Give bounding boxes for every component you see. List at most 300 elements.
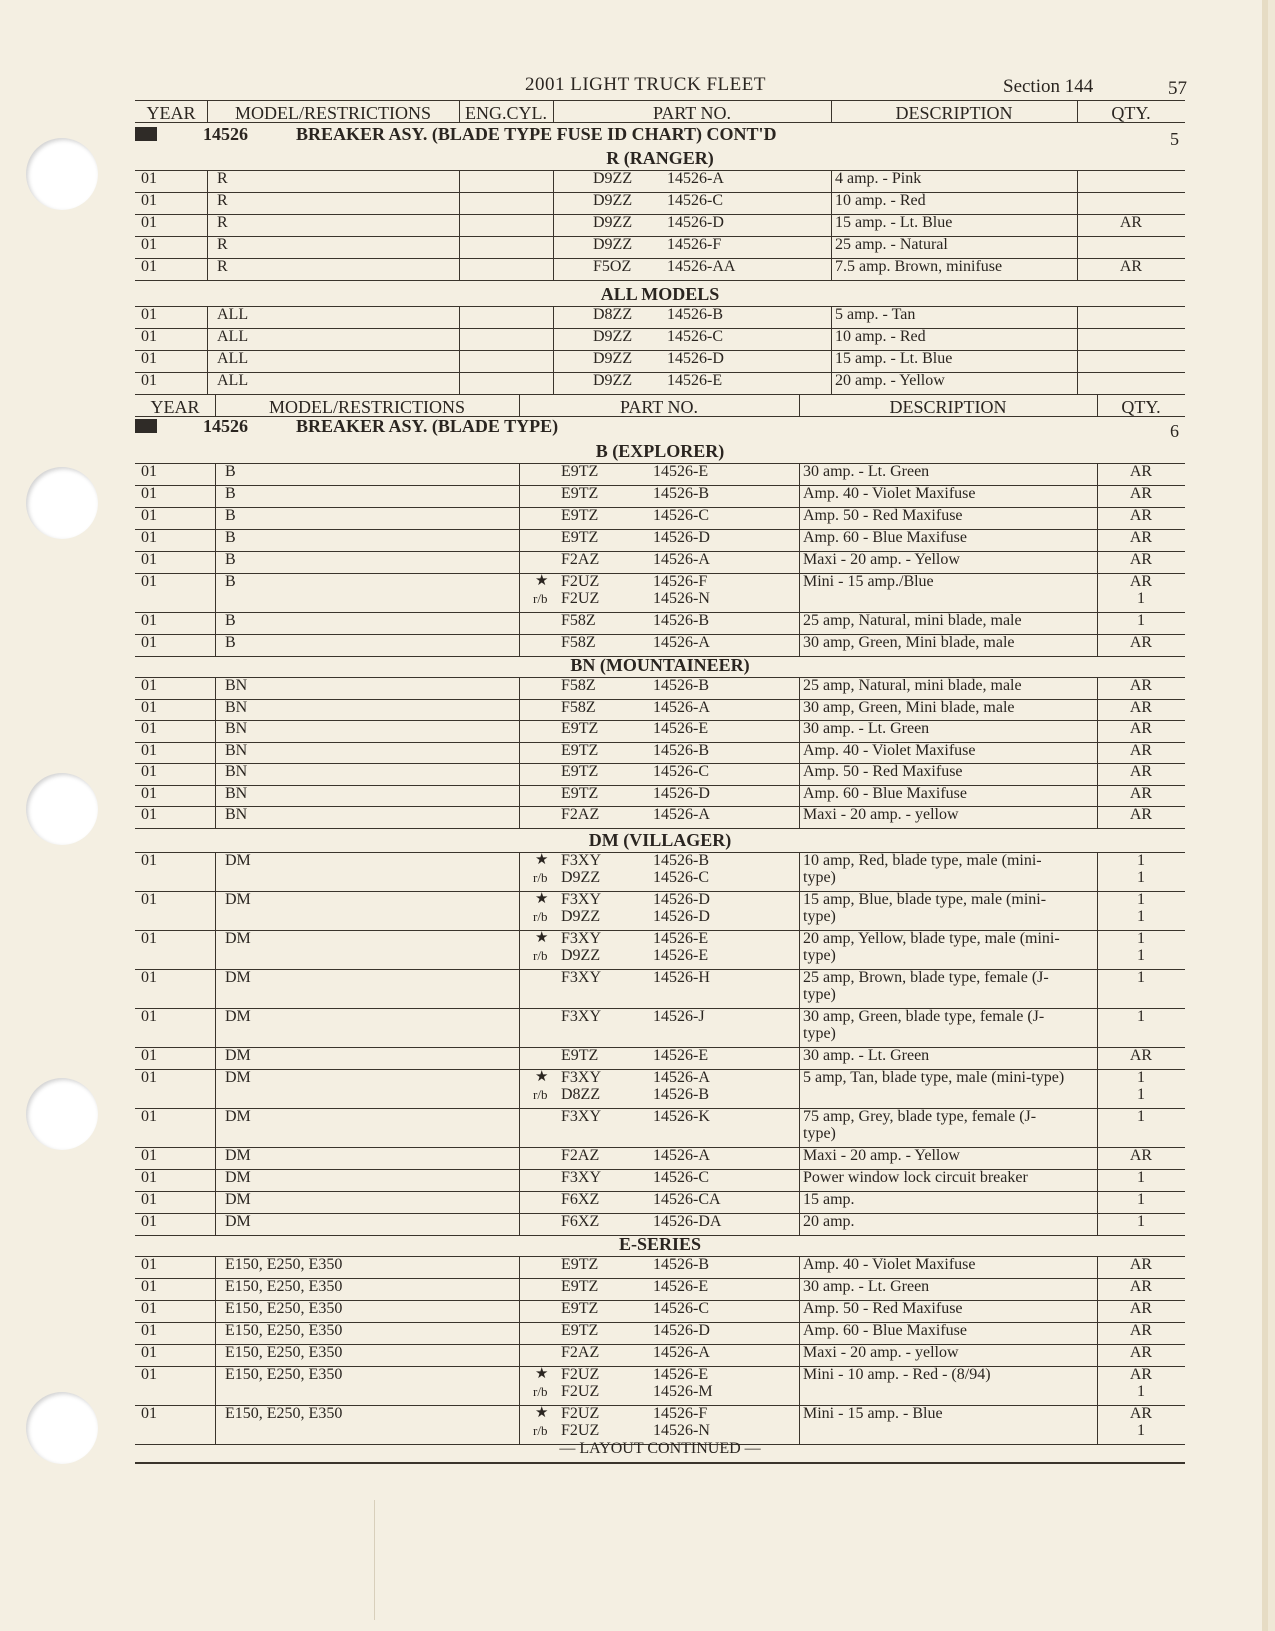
description-cell: Amp. 60 - Blue Maxifuse — [803, 529, 967, 546]
qty-cell: 1 — [1137, 590, 1145, 607]
model-cell: BN — [225, 806, 248, 823]
description-continued: type) — [803, 1125, 836, 1142]
group-marker-icon — [135, 419, 157, 433]
part-base: 14526-C — [667, 192, 723, 209]
col-divider — [459, 170, 460, 192]
group-qty: 5 — [1170, 129, 1179, 149]
col-divider — [519, 1008, 520, 1047]
part-prefix: E9TZ — [561, 507, 599, 524]
part-prefix: D9ZZ — [593, 236, 633, 253]
part-base: 14526-A — [653, 698, 710, 716]
table-row — [135, 930, 1185, 970]
col-divider — [799, 1344, 800, 1366]
part-prefix: F2AZ — [561, 806, 600, 823]
model-cell: ALL — [217, 328, 249, 345]
model-cell: DM — [225, 930, 251, 947]
description-cell: 15 amp, Blue, blade type, male (mini- — [803, 891, 1047, 908]
part-prefix: F3XY — [561, 891, 602, 908]
col-divider — [459, 328, 460, 350]
table-row — [135, 170, 1185, 193]
replaced-by-label: r/b — [533, 948, 548, 963]
col-divider — [215, 852, 216, 891]
year-cell: 01 — [141, 170, 157, 187]
col-divider — [1077, 372, 1078, 394]
qty-cell: AR — [1129, 463, 1153, 480]
col-divider — [799, 1169, 800, 1191]
model-cell: DM — [225, 1008, 251, 1025]
description-cell: 30 amp, Green, Mini blade, male — [803, 698, 1015, 716]
replaced-by-label: r/b — [533, 1087, 548, 1102]
col-divider — [831, 236, 832, 258]
description-cell: 25 amp, Natural, mini blade, male — [803, 677, 1022, 694]
col-divider — [519, 485, 520, 507]
col-divider — [799, 1069, 800, 1108]
part-base: 14526-B — [653, 1086, 709, 1103]
table-row — [135, 612, 1185, 635]
col-divider — [459, 372, 460, 394]
col-engine: ENG.CYL. — [465, 103, 547, 123]
col-divider — [519, 1366, 520, 1405]
part-prefix: D9ZZ — [561, 908, 601, 925]
col-divider — [799, 1191, 800, 1213]
part-prefix: E9TZ — [561, 463, 599, 480]
col-divider — [799, 551, 800, 573]
model-cell: E150, E250, E350 — [225, 1322, 343, 1339]
page-number: 57 — [1168, 78, 1187, 99]
model-cell: E150, E250, E350 — [225, 1278, 343, 1295]
qty-cell: 1 — [1137, 1086, 1145, 1103]
model-cell: BN — [225, 784, 248, 802]
col-divider — [215, 551, 216, 573]
part-base: 14526-A — [653, 634, 710, 651]
part-base: 14526-M — [653, 1383, 713, 1400]
description-cell: 10 amp, Red, blade type, male (mini- — [803, 852, 1042, 869]
model-cell: E150, E250, E350 — [225, 1366, 343, 1383]
col-model: MODEL/RESTRICTIONS — [234, 103, 431, 123]
part-prefix: F5OZ — [593, 258, 632, 275]
year-cell: 01 — [141, 214, 157, 231]
part-base: 14526-C — [653, 763, 709, 780]
model-cell: E150, E250, E350 — [225, 1256, 343, 1273]
part-base: 14526-N — [653, 590, 710, 607]
year-cell: 01 — [141, 784, 157, 802]
qty-cell: 1 — [1137, 1008, 1145, 1025]
part-prefix: F3XY — [561, 969, 602, 986]
col-divider — [799, 969, 800, 1008]
table-row — [135, 677, 1185, 700]
col-divider — [459, 306, 460, 328]
part-prefix: F3XY — [561, 1169, 602, 1186]
col-divider — [799, 1366, 800, 1405]
description-cell: 30 amp, Green, Mini blade, male — [803, 634, 1015, 651]
col-divider — [215, 1322, 216, 1344]
description-cell: 10 amp. - Red — [835, 328, 926, 345]
qty-cell: 1 — [1137, 852, 1145, 869]
col-divider — [519, 573, 520, 612]
qty-cell: AR — [1129, 677, 1153, 694]
qty-cell: AR — [1119, 258, 1143, 275]
description-cell: Mini - 10 amp. - Red - (8/94) — [803, 1366, 991, 1383]
table-row — [135, 1169, 1185, 1192]
col-divider — [215, 1008, 216, 1047]
col-divider — [215, 529, 216, 551]
table-row — [135, 1147, 1185, 1170]
col-divider — [553, 236, 554, 258]
model-cell: E150, E250, E350 — [225, 1344, 343, 1361]
col-divider — [207, 236, 208, 258]
model-cell: E150, E250, E350 — [225, 1300, 343, 1317]
year-cell: 01 — [141, 372, 157, 389]
part-prefix: E9TZ — [561, 741, 599, 759]
part-prefix: E9TZ — [561, 529, 599, 546]
col-divider — [215, 806, 216, 828]
col-divider — [519, 612, 520, 634]
part-base: 14526-C — [653, 1300, 709, 1317]
model-cell: B — [225, 463, 236, 480]
part-prefix: E9TZ — [561, 1300, 599, 1317]
col-description: DESCRIPTION — [895, 103, 1013, 123]
year-cell: 01 — [141, 720, 157, 737]
part-base: 14526-B — [653, 852, 709, 869]
col-divider — [215, 1108, 216, 1147]
qty-cell: AR — [1129, 1322, 1153, 1339]
part-base: 14526-F — [653, 1405, 708, 1422]
year-cell: 01 — [141, 1366, 157, 1383]
col-divider — [553, 170, 554, 192]
part-prefix: D9ZZ — [561, 947, 601, 964]
part-prefix: F6XZ — [561, 1191, 600, 1208]
qty-cell: AR — [1129, 1300, 1153, 1317]
group-title: BREAKER ASY. (BLADE TYPE FUSE ID CHART) CONT'D — [296, 124, 777, 144]
col-divider — [459, 214, 460, 236]
qty-cell: AR — [1129, 551, 1153, 568]
section-rule — [135, 1256, 1185, 1257]
qty-cell: 1 — [1137, 908, 1145, 925]
description-cell: 5 amp, Tan, blade type, male (mini-type) — [803, 1069, 1065, 1086]
description-cell: 30 amp. - Lt. Green — [803, 1047, 930, 1064]
part-prefix: D9ZZ — [593, 192, 633, 209]
part-base: 14526-D — [653, 529, 710, 546]
qty-cell: AR — [1129, 573, 1153, 590]
description-cell: 30 amp, Green, blade type, female (J- — [803, 1008, 1045, 1025]
group-number: 14526 — [203, 416, 248, 436]
section-rule — [135, 677, 1185, 678]
part-prefix: D9ZZ — [593, 350, 633, 367]
part-base: 14526-D — [653, 1322, 710, 1339]
col-divider — [799, 1047, 800, 1069]
part-base: 14526-A — [653, 1147, 710, 1164]
col-divider — [519, 785, 520, 807]
col-divider — [215, 891, 216, 930]
model-cell: R — [217, 258, 228, 275]
year-cell: 01 — [141, 192, 157, 209]
part-base: 14526-D — [653, 784, 710, 802]
part-base: 14526-K — [653, 1108, 710, 1125]
col-divider — [519, 1256, 520, 1278]
description-cell: 75 amp, Grey, blade type, female (J- — [803, 1108, 1037, 1125]
description-cell: 30 amp. - Lt. Green — [803, 1278, 930, 1295]
qty-cell: AR — [1129, 1047, 1153, 1064]
col-divider — [553, 372, 554, 394]
part-base: 14526-E — [653, 1278, 709, 1295]
description-cell: 25 amp. - Natural — [835, 236, 948, 253]
qty-cell: AR — [1129, 1344, 1153, 1361]
model-cell: DM — [225, 969, 251, 986]
table-row — [135, 1300, 1185, 1323]
col-divider — [831, 192, 832, 214]
part-base: 14526-E — [653, 947, 709, 964]
col-divider — [215, 763, 216, 785]
year-cell: 01 — [141, 1405, 157, 1422]
col-divider — [799, 677, 800, 699]
part-prefix: F2AZ — [561, 551, 600, 568]
qty-cell: AR — [1129, 763, 1153, 780]
model-cell: E150, E250, E350 — [225, 1405, 343, 1422]
model-cell: BN — [225, 698, 248, 716]
qty-cell: 1 — [1137, 969, 1145, 986]
description-cell: 5 amp. - Tan — [835, 306, 916, 323]
col-divider — [519, 1191, 520, 1213]
col-qty: QTY. — [1111, 103, 1151, 123]
table-row — [135, 1344, 1185, 1367]
col-divider — [799, 573, 800, 612]
description-cell: 7.5 amp. Brown, minifuse — [835, 258, 1003, 275]
table-row — [135, 192, 1185, 215]
part-base: 14526-B — [653, 677, 709, 694]
part-base: 14526-C — [653, 869, 709, 886]
description-cell: Maxi - 20 amp. - yellow — [803, 1344, 959, 1361]
qty-cell: AR — [1129, 698, 1153, 716]
table-row — [135, 551, 1185, 574]
year-cell: 01 — [141, 236, 157, 253]
qty-cell: 1 — [1137, 891, 1145, 908]
col-divider — [799, 742, 800, 764]
table-row — [135, 258, 1185, 281]
col-divider — [215, 699, 216, 721]
part-prefix: F3XY — [561, 1069, 602, 1086]
col-divider — [799, 699, 800, 721]
part-prefix: E9TZ — [561, 763, 599, 780]
year-cell: 01 — [141, 1213, 157, 1230]
year-cell: 01 — [141, 1322, 157, 1339]
model-cell: BN — [225, 720, 248, 737]
col-divider — [519, 1108, 520, 1147]
description-cell: 15 amp. - Lt. Blue — [835, 350, 953, 367]
part-prefix: F2UZ — [561, 590, 600, 607]
col-divider — [519, 1300, 520, 1322]
part-base: 14526-F — [653, 573, 708, 590]
col-divider — [207, 214, 208, 236]
col-divider — [799, 612, 800, 634]
section-rule — [135, 306, 1185, 307]
col-divider — [215, 507, 216, 529]
model-cell: DM — [225, 1108, 251, 1125]
table-row — [135, 1278, 1185, 1301]
part-base: 14526-F — [667, 236, 722, 253]
year-cell: 01 — [141, 350, 157, 367]
col-divider — [207, 372, 208, 394]
model-cell: DM — [225, 1069, 251, 1086]
column-header — [135, 100, 1185, 123]
col-divider — [519, 1169, 520, 1191]
part-base: 14526-AA — [667, 258, 736, 275]
replaced-by-label: r/b — [533, 591, 548, 606]
replaced-by-label: r/b — [533, 870, 548, 885]
table-row — [135, 1008, 1185, 1048]
col-divider — [799, 1147, 800, 1169]
qty-cell: AR — [1129, 1147, 1153, 1164]
col-divider — [215, 1300, 216, 1322]
col-divider — [799, 891, 800, 930]
col-divider — [831, 170, 832, 192]
model-cell: DM — [225, 1147, 251, 1164]
description-cell: 25 amp, Natural, mini blade, male — [803, 612, 1022, 629]
col-divider — [215, 785, 216, 807]
part-base: 14526-A — [667, 170, 724, 187]
col-divider — [215, 1191, 216, 1213]
model-cell: B — [225, 485, 236, 502]
qty-cell: AR — [1119, 214, 1143, 231]
section-eseries-heading: E-SERIES — [618, 1234, 702, 1254]
year-cell: 01 — [141, 1344, 157, 1361]
table-row — [135, 485, 1185, 508]
column-header — [135, 394, 1185, 417]
group-number: 14526 — [203, 124, 248, 144]
binder-hole — [26, 773, 98, 845]
star-icon: ★ — [535, 891, 549, 907]
col-divider — [215, 677, 216, 699]
col-divider — [215, 1147, 216, 1169]
replaced-by-label: r/b — [533, 909, 548, 924]
qty-cell: AR — [1129, 1366, 1153, 1383]
col-divider — [519, 677, 520, 699]
section-allmodels-heading: ALL MODELS — [600, 284, 720, 304]
col-divider — [799, 785, 800, 807]
qty-cell: 1 — [1137, 1169, 1145, 1186]
qty-cell: AR — [1129, 507, 1153, 524]
paper-crease — [374, 1500, 375, 1620]
col-part: PART NO. — [653, 103, 731, 123]
col-divider — [207, 306, 208, 328]
description-cell: 4 amp. - Pink — [835, 170, 922, 187]
part-prefix: F3XY — [561, 852, 602, 869]
table-row — [135, 763, 1185, 786]
year-cell: 01 — [141, 485, 157, 502]
part-base: 14526-B — [653, 485, 709, 502]
group-header — [135, 124, 1185, 149]
star-icon: ★ — [535, 1405, 549, 1421]
part-base: 14526-A — [653, 806, 710, 823]
col-divider — [799, 763, 800, 785]
part-prefix: D8ZZ — [593, 306, 633, 323]
part-base: 14526-B — [653, 1256, 709, 1273]
table-row — [135, 891, 1185, 931]
description-cell: Amp. 40 - Violet Maxifuse — [803, 1256, 976, 1273]
col-divider — [207, 350, 208, 372]
section-mountaineer-heading: BN (MOUNTAINEER) — [570, 655, 750, 675]
part-base: 14526-J — [653, 1008, 705, 1025]
part-prefix: E9TZ — [561, 720, 599, 737]
col-divider — [519, 1147, 520, 1169]
binder-hole — [26, 1392, 98, 1464]
model-cell: ALL — [217, 350, 249, 367]
qty-cell: AR — [1129, 806, 1153, 823]
part-prefix: E9TZ — [561, 1278, 599, 1295]
col-divider — [553, 258, 554, 280]
col-divider — [553, 192, 554, 214]
description-cell: Power window lock circuit breaker — [803, 1169, 1028, 1186]
description-continued: type) — [803, 908, 836, 925]
col-divider — [519, 969, 520, 1008]
part-prefix: F6XZ — [561, 1213, 600, 1230]
model-cell: DM — [225, 1191, 251, 1208]
part-base: 14526-D — [667, 214, 724, 231]
qty-cell: 1 — [1137, 1213, 1145, 1230]
table-row — [135, 306, 1185, 329]
col-divider — [519, 1322, 520, 1344]
model-cell: ALL — [217, 372, 249, 389]
part-prefix: F2AZ — [561, 1147, 600, 1164]
part-base: 14526-N — [653, 1422, 710, 1439]
description-cell: Maxi - 20 amp. - Yellow — [803, 551, 960, 568]
part-base: 14526-E — [653, 1047, 709, 1064]
year-cell: 01 — [141, 806, 157, 823]
col-divider — [215, 573, 216, 612]
col-divider — [519, 529, 520, 551]
col-divider — [799, 1300, 800, 1322]
part-prefix: F3XY — [561, 930, 602, 947]
qty-cell: 1 — [1137, 1422, 1145, 1439]
description-cell: 20 amp. - Yellow — [835, 372, 945, 389]
table-row — [135, 969, 1185, 1009]
year-cell: 01 — [141, 763, 157, 780]
description-cell: Amp. 50 - Red Maxifuse — [803, 1300, 963, 1317]
table-row — [135, 529, 1185, 552]
part-base: 14526-B — [667, 306, 723, 323]
model-cell: R — [217, 214, 228, 231]
group-header — [135, 416, 1185, 441]
col-divider — [207, 328, 208, 350]
table-row — [135, 785, 1185, 808]
col-divider — [519, 930, 520, 969]
part-base: 14526-C — [667, 328, 723, 345]
part-prefix: D9ZZ — [593, 214, 633, 231]
qty-cell: 1 — [1137, 869, 1145, 886]
model-cell: B — [225, 612, 236, 629]
part-base: 14526-E — [653, 930, 709, 947]
part-base: 14526-E — [653, 720, 709, 737]
year-cell: 01 — [141, 930, 157, 947]
col-divider — [1077, 328, 1078, 350]
part-base: 14526-C — [653, 507, 709, 524]
qty-cell: 1 — [1137, 930, 1145, 947]
year-cell: 01 — [141, 507, 157, 524]
section-explorer-heading: B (EXPLORER) — [595, 441, 725, 461]
col-divider — [831, 306, 832, 328]
catalog-title: 2001 LIGHT TRUCK FLEET — [525, 74, 766, 95]
col-divider — [519, 1278, 520, 1300]
part-base: 14526-D — [653, 891, 710, 908]
part-base: 14526-D — [667, 350, 724, 367]
table-row — [135, 1366, 1185, 1406]
part-base: 14526-E — [653, 463, 709, 480]
star-icon: ★ — [535, 1366, 549, 1382]
description-cell: Maxi - 20 amp. - Yellow — [803, 1147, 960, 1164]
qty-cell: 1 — [1137, 1191, 1145, 1208]
model-cell: DM — [225, 852, 251, 869]
replaced-by-label: r/b — [533, 1384, 548, 1399]
col-divider — [799, 720, 800, 742]
